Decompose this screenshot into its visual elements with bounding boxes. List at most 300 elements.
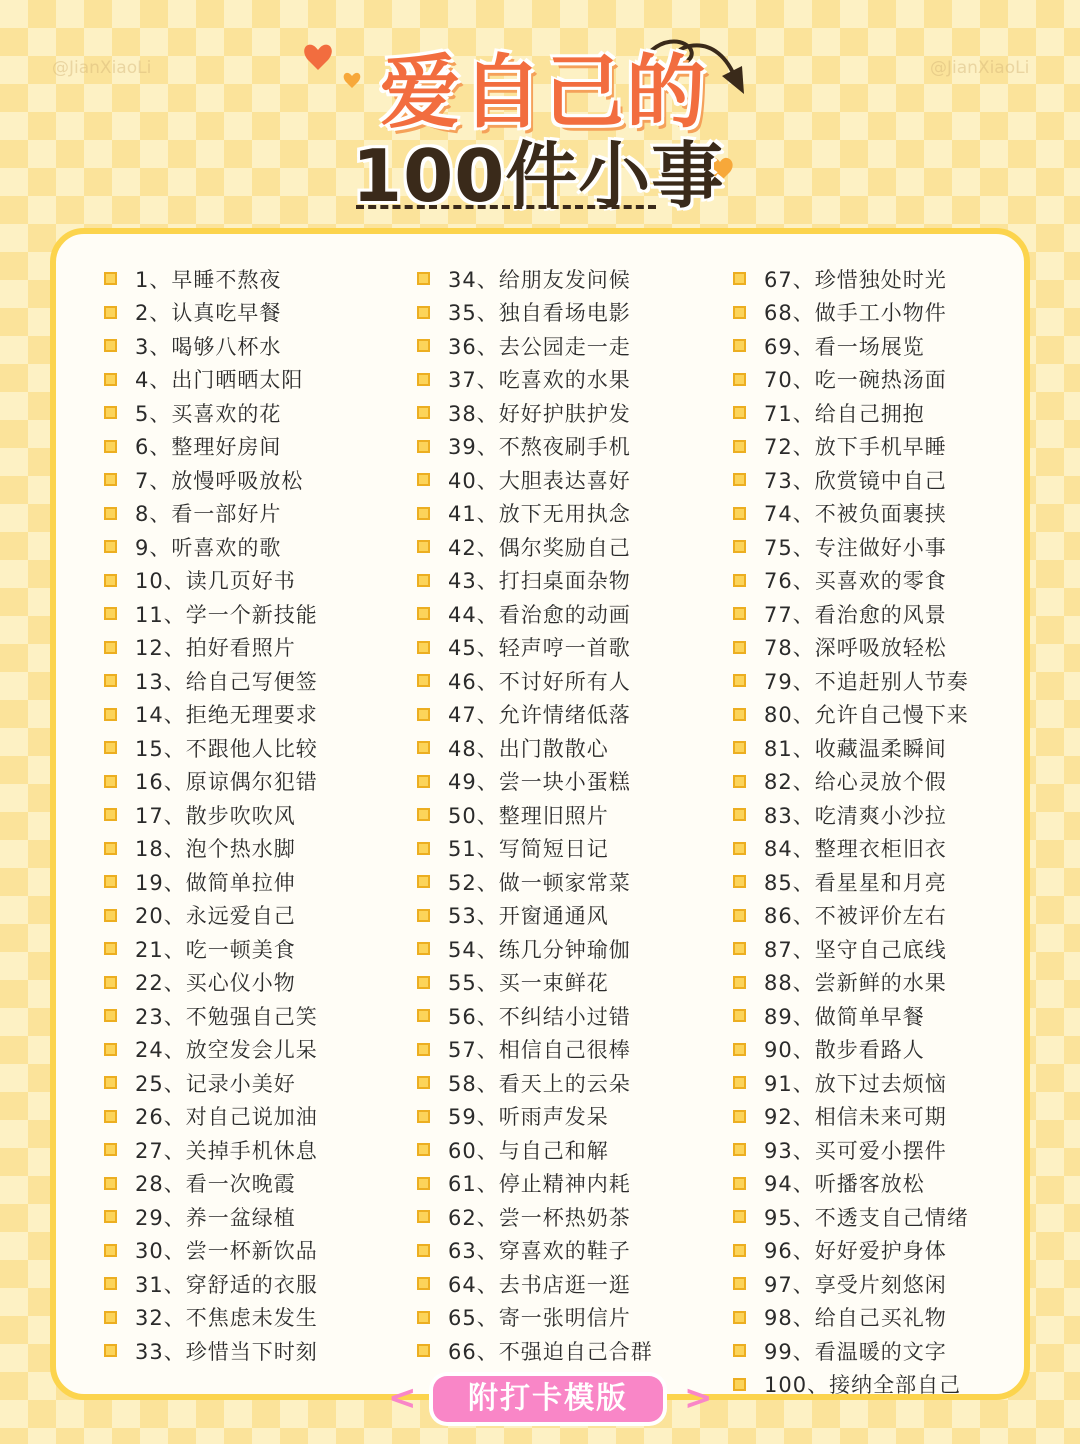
item-label: 55、买一束鲜花 bbox=[448, 971, 609, 996]
checkbox[interactable] bbox=[733, 1210, 746, 1223]
list-item[interactable] bbox=[104, 262, 318, 296]
item-label: 64、去书店逛一逛 bbox=[448, 1272, 631, 1297]
checkbox[interactable] bbox=[733, 1311, 746, 1324]
list-item[interactable] bbox=[733, 664, 969, 698]
list-item[interactable] bbox=[733, 1334, 969, 1368]
item-label: 38、好好护肤护发 bbox=[448, 401, 631, 426]
list-item[interactable] bbox=[733, 262, 969, 296]
list-item[interactable] bbox=[733, 430, 969, 464]
item-label: 98、给自己买礼物 bbox=[764, 1306, 947, 1331]
item-label: 80、允许自己慢下来 bbox=[764, 703, 969, 728]
checkbox[interactable] bbox=[417, 1143, 430, 1156]
item-label: 56、不纠结小过错 bbox=[448, 1004, 631, 1029]
item-label: 68、做手工小物件 bbox=[764, 301, 947, 326]
item-label: 26、对自己说加油 bbox=[135, 1105, 318, 1130]
list-item[interactable] bbox=[733, 497, 969, 531]
item-label: 22、买心仪小物 bbox=[135, 971, 296, 996]
item-label: 92、相信未来可期 bbox=[764, 1105, 947, 1130]
list-item[interactable] bbox=[733, 363, 969, 397]
checkbox[interactable] bbox=[104, 507, 117, 520]
item-label: 53、开窗通通风 bbox=[448, 904, 609, 929]
list-item[interactable] bbox=[417, 564, 653, 598]
checkbox[interactable] bbox=[417, 976, 430, 989]
list-item[interactable] bbox=[104, 597, 318, 631]
list-item[interactable] bbox=[733, 1066, 969, 1100]
list-item[interactable] bbox=[417, 497, 653, 531]
checkbox[interactable] bbox=[417, 1009, 430, 1022]
checkbox[interactable] bbox=[733, 1378, 746, 1391]
list-item[interactable] bbox=[104, 631, 318, 665]
list-item[interactable] bbox=[417, 731, 653, 765]
column-1 bbox=[104, 262, 318, 1368]
item-label: 2、认真吃早餐 bbox=[135, 301, 282, 326]
list-item[interactable] bbox=[417, 664, 653, 698]
checkbox[interactable] bbox=[733, 909, 746, 922]
checkbox[interactable] bbox=[104, 741, 117, 754]
item-label: 14、拒绝无理要求 bbox=[135, 703, 318, 728]
checkbox[interactable] bbox=[104, 574, 117, 587]
checkbox[interactable] bbox=[417, 942, 430, 955]
list-item[interactable] bbox=[104, 530, 318, 564]
item-label: 27、关掉手机休息 bbox=[135, 1138, 318, 1163]
item-label: 94、听播客放松 bbox=[764, 1172, 925, 1197]
item-label: 49、尝一块小蛋糕 bbox=[448, 770, 631, 795]
checkbox[interactable] bbox=[104, 373, 117, 386]
checkbox[interactable] bbox=[733, 674, 746, 687]
checkbox[interactable] bbox=[417, 909, 430, 922]
list-item[interactable] bbox=[733, 631, 969, 665]
list-item[interactable] bbox=[104, 363, 318, 397]
list-item[interactable] bbox=[733, 1200, 969, 1234]
checkbox[interactable] bbox=[104, 1244, 117, 1257]
checkbox[interactable] bbox=[733, 942, 746, 955]
list-item[interactable] bbox=[104, 497, 318, 531]
item-label: 41、放下无用执念 bbox=[448, 502, 631, 527]
list-item[interactable] bbox=[417, 1301, 653, 1335]
list-item[interactable] bbox=[733, 1301, 969, 1335]
checkbox[interactable] bbox=[733, 1043, 746, 1056]
checkbox[interactable] bbox=[104, 808, 117, 821]
checkbox[interactable] bbox=[417, 1277, 430, 1290]
arrow-left-icon: < bbox=[388, 1378, 417, 1418]
list-item[interactable] bbox=[104, 396, 318, 430]
checkbox[interactable] bbox=[417, 741, 430, 754]
item-label: 71、给自己拥抱 bbox=[764, 401, 925, 426]
item-label: 91、放下过去烦恼 bbox=[764, 1071, 947, 1096]
item-label: 96、好好爱护身体 bbox=[764, 1239, 947, 1264]
list-item[interactable] bbox=[733, 1167, 969, 1201]
list-item[interactable] bbox=[417, 1033, 653, 1067]
item-label: 77、看治愈的风景 bbox=[764, 602, 947, 627]
checkbox[interactable] bbox=[104, 473, 117, 486]
item-label: 4、出门晒晒太阳 bbox=[135, 368, 304, 393]
list-item[interactable] bbox=[733, 899, 969, 933]
list-item[interactable] bbox=[104, 1033, 318, 1067]
list-item[interactable] bbox=[417, 262, 653, 296]
item-label: 48、出门散散心 bbox=[448, 736, 609, 761]
checkbox[interactable] bbox=[417, 540, 430, 553]
item-label: 9、听喜欢的歌 bbox=[135, 535, 282, 560]
header bbox=[0, 0, 1080, 228]
list-item[interactable] bbox=[104, 832, 318, 866]
checkbox[interactable] bbox=[417, 272, 430, 285]
list-item[interactable] bbox=[104, 865, 318, 899]
checkbox[interactable] bbox=[733, 540, 746, 553]
title-line2: 100件小事 bbox=[352, 134, 725, 218]
item-label: 3、喝够八杯水 bbox=[135, 334, 282, 359]
checkbox[interactable] bbox=[417, 1311, 430, 1324]
checkbox[interactable] bbox=[104, 1344, 117, 1357]
item-label: 59、听雨声发呆 bbox=[448, 1105, 609, 1130]
item-label: 43、打扫桌面杂物 bbox=[448, 569, 631, 594]
item-label: 32、不焦虑未发生 bbox=[135, 1306, 318, 1331]
checkbox[interactable] bbox=[104, 607, 117, 620]
list-item[interactable] bbox=[733, 1267, 969, 1301]
checkbox[interactable] bbox=[733, 306, 746, 319]
list-item[interactable] bbox=[417, 999, 653, 1033]
list-item[interactable] bbox=[733, 1100, 969, 1134]
item-label: 75、专注做好小事 bbox=[764, 535, 947, 560]
item-label: 44、看治愈的动画 bbox=[448, 602, 631, 627]
checkbox[interactable] bbox=[104, 708, 117, 721]
item-label: 39、不熬夜刷手机 bbox=[448, 435, 631, 460]
item-label: 21、吃一顿美食 bbox=[135, 937, 296, 962]
checkbox[interactable] bbox=[104, 339, 117, 352]
list-item[interactable] bbox=[733, 765, 969, 799]
list-item[interactable] bbox=[733, 564, 969, 598]
list-item[interactable] bbox=[104, 1066, 318, 1100]
list-item[interactable] bbox=[417, 1133, 653, 1167]
list-item[interactable] bbox=[733, 865, 969, 899]
item-label: 89、做简单早餐 bbox=[764, 1004, 925, 1029]
checkbox[interactable] bbox=[733, 1076, 746, 1089]
list-item[interactable] bbox=[417, 1200, 653, 1234]
list-item[interactable] bbox=[733, 463, 969, 497]
checkbox[interactable] bbox=[733, 574, 746, 587]
item-label: 18、泡个热水脚 bbox=[135, 837, 296, 862]
list-item[interactable] bbox=[733, 530, 969, 564]
checkbox[interactable] bbox=[733, 473, 746, 486]
checkbox[interactable] bbox=[104, 540, 117, 553]
checkbox[interactable] bbox=[733, 641, 746, 654]
checkbox[interactable] bbox=[104, 1110, 117, 1123]
list-item[interactable] bbox=[104, 1234, 318, 1268]
checkbox[interactable] bbox=[417, 808, 430, 821]
checkbox[interactable] bbox=[417, 708, 430, 721]
checkbox[interactable] bbox=[733, 1244, 746, 1257]
item-label: 13、给自己写便签 bbox=[135, 669, 318, 694]
checkbox[interactable] bbox=[417, 373, 430, 386]
list-item[interactable] bbox=[733, 832, 969, 866]
list-item[interactable] bbox=[104, 1267, 318, 1301]
item-label: 65、寄一张明信片 bbox=[448, 1306, 631, 1331]
list-item[interactable] bbox=[417, 1267, 653, 1301]
list-item[interactable] bbox=[104, 899, 318, 933]
checkbox[interactable] bbox=[733, 1177, 746, 1190]
checkbox[interactable] bbox=[104, 641, 117, 654]
item-label: 8、看一部好片 bbox=[135, 502, 282, 527]
list-item[interactable] bbox=[104, 564, 318, 598]
checkbox[interactable] bbox=[417, 507, 430, 520]
item-label: 79、不追赶别人节奏 bbox=[764, 669, 969, 694]
item-label: 1、早睡不熬夜 bbox=[135, 267, 282, 292]
list-item[interactable] bbox=[104, 966, 318, 1000]
list-item[interactable] bbox=[104, 698, 318, 732]
list-item[interactable] bbox=[104, 463, 318, 497]
checkbox[interactable] bbox=[733, 440, 746, 453]
list-item[interactable] bbox=[417, 865, 653, 899]
checkbox[interactable] bbox=[104, 1177, 117, 1190]
checkbox[interactable] bbox=[104, 1143, 117, 1156]
list-item[interactable] bbox=[733, 966, 969, 1000]
list-item[interactable] bbox=[104, 1334, 318, 1368]
list-item[interactable] bbox=[733, 1368, 969, 1402]
list-item[interactable] bbox=[417, 396, 653, 430]
column-3 bbox=[733, 262, 969, 1401]
item-label: 20、永远爱自己 bbox=[135, 904, 296, 929]
list-item[interactable] bbox=[417, 765, 653, 799]
item-label: 46、不讨好所有人 bbox=[448, 669, 631, 694]
item-label: 50、整理旧照片 bbox=[448, 803, 609, 828]
checkbox[interactable] bbox=[104, 909, 117, 922]
checkbox[interactable] bbox=[733, 1344, 746, 1357]
item-label: 42、偶尔奖励自己 bbox=[448, 535, 631, 560]
list-item[interactable] bbox=[417, 597, 653, 631]
item-label: 100、接纳全部自己 bbox=[764, 1373, 962, 1398]
item-label: 58、看天上的云朵 bbox=[448, 1071, 631, 1096]
item-label: 63、穿喜欢的鞋子 bbox=[448, 1239, 631, 1264]
checkbox[interactable] bbox=[417, 574, 430, 587]
item-label: 35、独自看场电影 bbox=[448, 301, 631, 326]
checkbox[interactable] bbox=[104, 440, 117, 453]
list-item[interactable] bbox=[417, 932, 653, 966]
list-item[interactable] bbox=[417, 530, 653, 564]
list-item[interactable] bbox=[104, 1100, 318, 1134]
checkbox[interactable] bbox=[104, 775, 117, 788]
list-item[interactable] bbox=[733, 1133, 969, 1167]
item-label: 52、做一顿家常菜 bbox=[448, 870, 631, 895]
watermark-left: @JianXiaoLi bbox=[52, 58, 152, 78]
checkbox[interactable] bbox=[733, 607, 746, 620]
list-item[interactable] bbox=[417, 899, 653, 933]
title-line1: 爱自己的 bbox=[380, 46, 708, 139]
checkbox[interactable] bbox=[417, 1043, 430, 1056]
checkbox[interactable] bbox=[733, 1009, 746, 1022]
item-label: 17、散步吹吹风 bbox=[135, 803, 296, 828]
list-item[interactable] bbox=[104, 999, 318, 1033]
list-item[interactable] bbox=[104, 430, 318, 464]
checklist-card bbox=[50, 228, 1030, 1400]
checkbox[interactable] bbox=[733, 1277, 746, 1290]
item-label: 83、吃清爽小沙拉 bbox=[764, 803, 947, 828]
list-item[interactable] bbox=[417, 1066, 653, 1100]
item-label: 81、收藏温柔瞬间 bbox=[764, 736, 947, 761]
list-item[interactable] bbox=[104, 1200, 318, 1234]
list-item[interactable] bbox=[104, 1167, 318, 1201]
list-item[interactable] bbox=[417, 430, 653, 464]
list-item[interactable] bbox=[417, 363, 653, 397]
checkbox[interactable] bbox=[417, 339, 430, 352]
item-label: 25、记录小美好 bbox=[135, 1071, 296, 1096]
list-item[interactable] bbox=[104, 765, 318, 799]
checkbox[interactable] bbox=[104, 1009, 117, 1022]
list-item[interactable] bbox=[104, 932, 318, 966]
checkbox[interactable] bbox=[417, 1344, 430, 1357]
list-item[interactable] bbox=[417, 966, 653, 1000]
list-item[interactable] bbox=[417, 1234, 653, 1268]
checkbox[interactable] bbox=[104, 842, 117, 855]
checkbox[interactable] bbox=[417, 306, 430, 319]
item-label: 30、尝一杯新饮品 bbox=[135, 1239, 318, 1264]
list-item[interactable] bbox=[417, 698, 653, 732]
checkbox[interactable] bbox=[417, 775, 430, 788]
list-item[interactable] bbox=[417, 631, 653, 665]
list-item[interactable] bbox=[733, 1033, 969, 1067]
item-label: 6、整理好房间 bbox=[135, 435, 282, 460]
item-label: 88、尝新鲜的水果 bbox=[764, 971, 947, 996]
item-label: 23、不勉强自己笑 bbox=[135, 1004, 318, 1029]
list-item[interactable] bbox=[417, 296, 653, 330]
list-item[interactable] bbox=[104, 664, 318, 698]
item-label: 31、穿舒适的衣服 bbox=[135, 1272, 318, 1297]
checkbox[interactable] bbox=[104, 272, 117, 285]
item-label: 62、尝一杯热奶茶 bbox=[448, 1205, 631, 1230]
item-label: 57、相信自己很棒 bbox=[448, 1038, 631, 1063]
item-label: 45、轻声哼一首歌 bbox=[448, 636, 631, 661]
item-label: 15、不跟他人比较 bbox=[135, 736, 318, 761]
item-label: 74、不被负面裹挟 bbox=[764, 502, 947, 527]
item-label: 78、深呼吸放轻松 bbox=[764, 636, 947, 661]
item-label: 54、练几分钟瑜伽 bbox=[448, 937, 631, 962]
list-item[interactable] bbox=[733, 798, 969, 832]
checkbox[interactable] bbox=[417, 440, 430, 453]
item-label: 10、读几页好书 bbox=[135, 569, 296, 594]
item-label: 93、买可爱小摆件 bbox=[764, 1138, 947, 1163]
heart-icon bbox=[300, 36, 370, 96]
item-label: 60、与自己和解 bbox=[448, 1138, 609, 1163]
list-item[interactable] bbox=[417, 1167, 653, 1201]
checkbox[interactable] bbox=[417, 607, 430, 620]
checkbox[interactable] bbox=[417, 875, 430, 888]
checkbox[interactable] bbox=[733, 339, 746, 352]
item-label: 82、给心灵放个假 bbox=[764, 770, 947, 795]
checkbox[interactable] bbox=[104, 875, 117, 888]
checkbox[interactable] bbox=[104, 1277, 117, 1290]
item-label: 87、坚守自己底线 bbox=[764, 937, 947, 962]
list-item[interactable] bbox=[417, 1334, 653, 1368]
item-label: 19、做简单拉伸 bbox=[135, 870, 296, 895]
list-item[interactable] bbox=[733, 698, 969, 732]
checkbox[interactable] bbox=[417, 406, 430, 419]
item-label: 61、停止精神内耗 bbox=[448, 1172, 631, 1197]
list-item[interactable] bbox=[733, 731, 969, 765]
checkbox[interactable] bbox=[733, 775, 746, 788]
list-item[interactable] bbox=[417, 463, 653, 497]
item-label: 12、拍好看照片 bbox=[135, 636, 296, 661]
checkbox[interactable] bbox=[104, 1210, 117, 1223]
checkbox[interactable] bbox=[733, 272, 746, 285]
list-item[interactable] bbox=[733, 396, 969, 430]
checkbox[interactable] bbox=[417, 1076, 430, 1089]
item-label: 7、放慢呼吸放松 bbox=[135, 468, 304, 493]
checkbox[interactable] bbox=[733, 507, 746, 520]
checkbox[interactable] bbox=[104, 406, 117, 419]
list-item[interactable] bbox=[733, 1234, 969, 1268]
checkbox[interactable] bbox=[417, 473, 430, 486]
item-label: 70、吃一碗热汤面 bbox=[764, 368, 947, 393]
checkbox[interactable] bbox=[733, 373, 746, 386]
checkbox[interactable] bbox=[733, 875, 746, 888]
item-label: 37、吃喜欢的水果 bbox=[448, 368, 631, 393]
item-label: 67、珍惜独处时光 bbox=[764, 267, 947, 292]
checkbox[interactable] bbox=[417, 1110, 430, 1123]
item-label: 16、原谅偶尔犯错 bbox=[135, 770, 318, 795]
checkbox[interactable] bbox=[104, 306, 117, 319]
list-item[interactable] bbox=[733, 296, 969, 330]
item-label: 36、去公园走一走 bbox=[448, 334, 631, 359]
item-label: 34、给朋友发问候 bbox=[448, 267, 631, 292]
checkbox[interactable] bbox=[104, 1311, 117, 1324]
list-item[interactable] bbox=[417, 329, 653, 363]
list-item[interactable] bbox=[104, 798, 318, 832]
checkbox[interactable] bbox=[104, 942, 117, 955]
checkbox[interactable] bbox=[104, 1076, 117, 1089]
checkbox[interactable] bbox=[417, 1210, 430, 1223]
list-item[interactable] bbox=[417, 1100, 653, 1134]
checkbox[interactable] bbox=[417, 842, 430, 855]
list-item[interactable] bbox=[104, 296, 318, 330]
checkbox[interactable] bbox=[104, 976, 117, 989]
checkbox[interactable] bbox=[733, 1143, 746, 1156]
column-2 bbox=[417, 262, 653, 1368]
item-label: 47、允许情绪低落 bbox=[448, 703, 631, 728]
list-item[interactable] bbox=[733, 329, 969, 363]
list-item[interactable] bbox=[417, 832, 653, 866]
watermark-right: @JianXiaoLi bbox=[930, 58, 1030, 78]
arrow-right-icon: > bbox=[684, 1378, 713, 1418]
checkbox[interactable] bbox=[733, 808, 746, 821]
item-label: 24、放空发会儿呆 bbox=[135, 1038, 318, 1063]
checkbox[interactable] bbox=[104, 1043, 117, 1056]
checkbox[interactable] bbox=[733, 708, 746, 721]
item-label: 73、欣赏镜中自己 bbox=[764, 468, 947, 493]
list-item[interactable] bbox=[733, 932, 969, 966]
checkbox[interactable] bbox=[417, 674, 430, 687]
list-item[interactable] bbox=[733, 999, 969, 1033]
item-label: 90、散步看路人 bbox=[764, 1038, 925, 1063]
list-item[interactable] bbox=[104, 1133, 318, 1167]
checkbox[interactable] bbox=[417, 1177, 430, 1190]
checkbox[interactable] bbox=[733, 842, 746, 855]
list-item[interactable] bbox=[733, 597, 969, 631]
checkbox[interactable] bbox=[733, 406, 746, 419]
checkbox[interactable] bbox=[733, 976, 746, 989]
checkbox[interactable] bbox=[417, 641, 430, 654]
item-label: 11、学一个新技能 bbox=[135, 602, 318, 627]
item-label: 28、看一次晚霞 bbox=[135, 1172, 296, 1197]
list-item[interactable] bbox=[104, 1301, 318, 1335]
list-item[interactable] bbox=[104, 731, 318, 765]
list-item[interactable] bbox=[104, 329, 318, 363]
checkbox[interactable] bbox=[733, 741, 746, 754]
checkbox[interactable] bbox=[733, 1110, 746, 1123]
title-divider bbox=[356, 205, 656, 209]
item-label: 69、看一场展览 bbox=[764, 334, 925, 359]
template-tag: 附打卡模版 bbox=[433, 1376, 663, 1422]
checkbox[interactable] bbox=[104, 674, 117, 687]
list-item[interactable] bbox=[417, 798, 653, 832]
checkbox[interactable] bbox=[417, 1244, 430, 1257]
